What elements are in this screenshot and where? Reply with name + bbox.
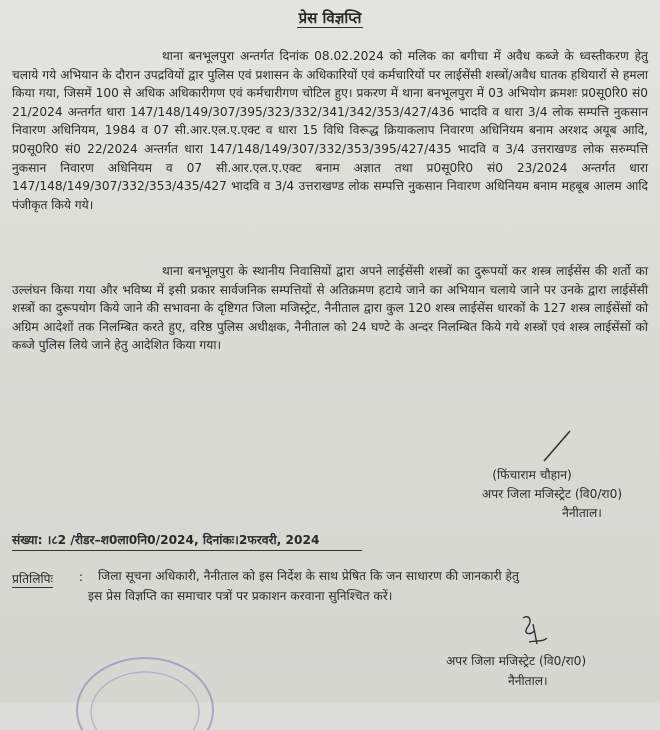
signatory-2-location: नैनीताल। (508, 674, 548, 688)
signature-block-1 (452, 466, 652, 523)
paragraph-1: थाना बनभूलपुरा अन्तर्गत दिनांक 08.02.2024 को मलिक का बगीचा में अवैध कब्जे के ध्वस्तीकरण हेतु चलाये गये अभियान के दौरान उपद्रवियों द्वार पुलिस एवं प्रशासन के अधिकारियों एवं कर्मचारियों पर लाईसेंसी शस्त्रों/अवैध घातक हथियारों से हमला किया गया, जिसमें 100 से अधिक अधिकारीगण एवं कर्मचारीगण चोटिल हुए। प्रकरण में थाना बनभूलपुरा में 03 अभियोग क्रमशः प्र0सू0रि0 सं0 21/2024 अन्तर्गत धारा 147/148/149/307/395/323/332/341/342/353/427/436 भादवि व धारा 3/4 लोक सम्पत्ति नुकसान निवारण अधिनियम, 1984 व 07 सी.आर.एल.ए.एक्ट व धारा 15 विधि विरूद्ध क्रियाकलाप निवारण अधिनियम बनाम अरशद अयूब आदि, प्र0सू0रि0 सं0 22/2024 अन्तर्गत धारा 147/148/149/307/332/353/395/427/435 भादवि व 3/4 उत्तराखण्ड लोक सरुम्पत्ति नुकसान निवारण अधिनियम व 07 सी.आर.एल.ए.एक्ट बनाम अज्ञात तथा प्र0सू0रि0 सं0 23/2024 अन्तर्गत धारा 147/148/149/307/332/353/435/427 भादवि व 3/4 उत्तराखण्ड लोक सम्पत्ति नुकसान निवारण अधिनियम बनाम महबूब आलम आदि पंजीकृत किये गये। (12, 49, 648, 212)
official-seal-stamp (70, 640, 220, 730)
reference-line: संख्या: ।८2 /रीडर–श0ला0नि0/2024, दिनांकः।2फरवरी, 2024 (12, 531, 362, 551)
signature-block-2 (446, 651, 656, 691)
signatory-location: नैनीताल। (562, 506, 602, 520)
title-text: प्रेस विज्ञप्ति (298, 9, 362, 27)
copy-text-line-2: इस प्रेस विज्ञप्ति का समाचार पत्रों पर प्रकाशन करवाना सुनिश्चित करें। (88, 589, 393, 603)
document-title (0, 8, 660, 28)
copy-label: प्रतिलिपिः : (12, 570, 53, 588)
signature-mark-2 (515, 610, 555, 650)
signatory-name: (फिंचाराम चौहान) (492, 468, 572, 482)
signatory-2-designation: अपर जिला मजिस्ट्रेट (वि0/रा0) (446, 654, 587, 668)
copy-text-line-1: जिला सूचना अधिकारी, नैनीताल को इस निर्देश के साथ प्रेषित कि जन साधारण की जानकारी हेतु (98, 569, 519, 583)
paragraph-2: थाना बनभूलपुरा के स्थानीय निवासियों द्वारा अपने लाईसेंसी शस्त्रों का दुरूपयों कर शस्त्र लाईसेंस की शर्तो का उल्लंघन किया गया और भविष्य में इसी प्रकार सार्वजनिक सम्पत्तियों से अतिक्रमण हटाये जाने का अभियान चलाये जाने पर उनके द्वारा लाईसेंसी शस्त्रों का दुरूपयोग किये जाने की सभावना के दृष्टिगत जिला मजिस्ट्रेट, नैनीताल द्वारा कुल 120 शस्त्र लाईसेंस धारकों के 127 शस्त्र लाईसेंसों को अग्रिम आदेशों तक निलम्बित करते हुए, वरिष्ठ पुलिस अधीक्षक, नैनीताल को 24 घण्टे के अन्दर निलम्बित किये गये शस्त्रों एवं शस्त्र लाईसेंसों को कब्जे पुलिस लिये जाने हेतु आदेशित किया गया। (12, 264, 648, 353)
signatory-designation: अपर जिला मजिस्ट्रेट (वि0/रा0) (481, 487, 623, 501)
copy-text (88, 566, 648, 606)
signature-mark-1 (540, 425, 580, 465)
